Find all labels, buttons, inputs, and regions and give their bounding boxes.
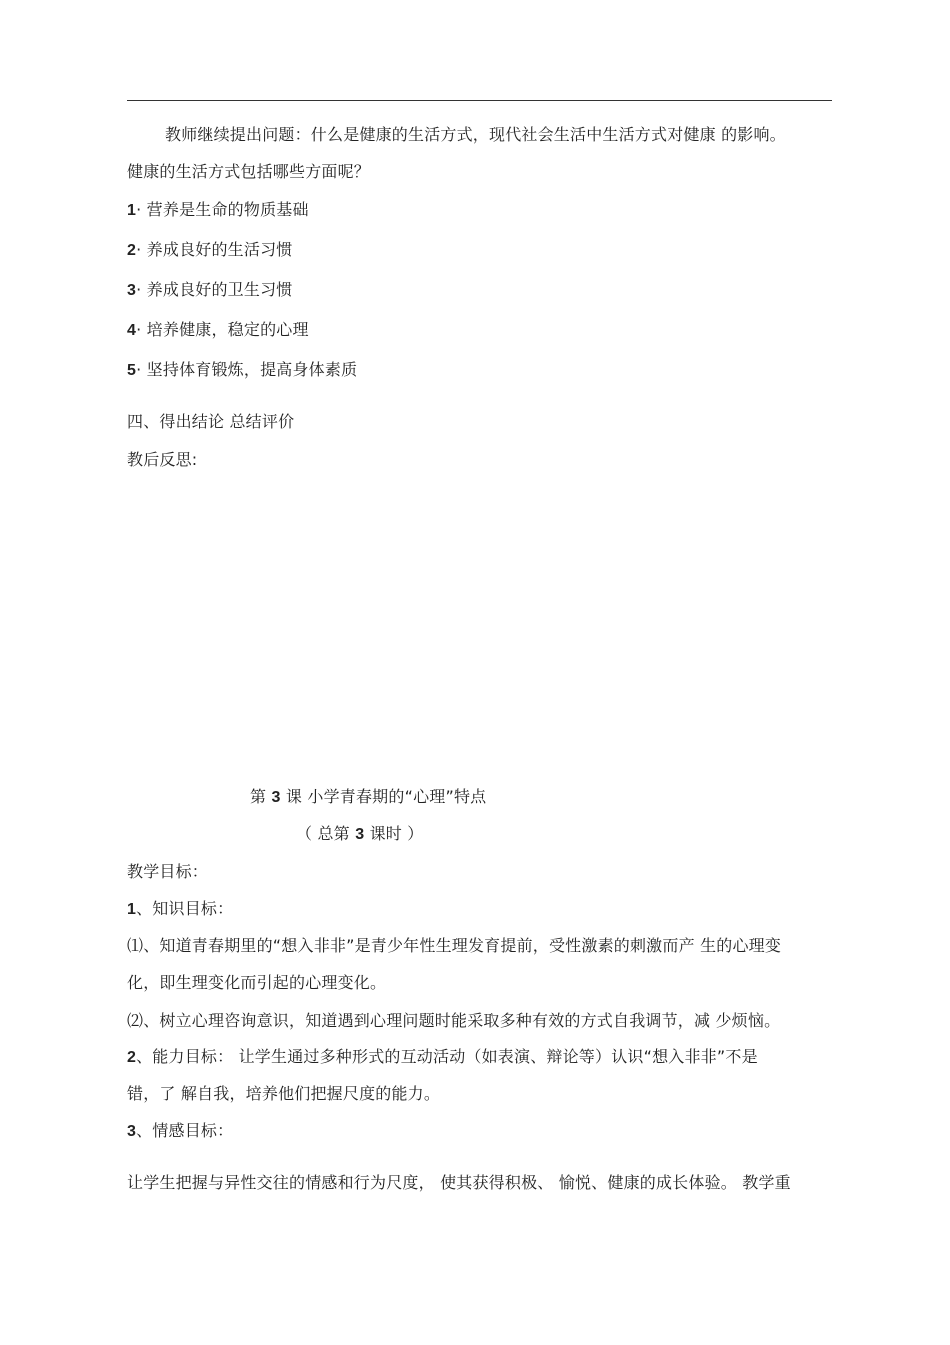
ability-text: 、能力目标： 让学生通过多种形式的互动活动（如表演、辩论等）认识“想入非非”不是 — [136, 1047, 758, 1066]
title-prefix: 第 — [250, 787, 272, 806]
period-prefix: （ 总第 — [296, 824, 356, 843]
goals-heading: 教学目标： — [127, 862, 209, 881]
emotion-goal-text: 让学生把握与异性交往的情感和行为尺度， 使其获得积极、 愉悦、健康的成长体验。 教学重 — [127, 1173, 791, 1192]
emotion-number: 3 — [127, 1123, 137, 1140]
knowledge-goal-heading — [127, 899, 233, 920]
header-rule — [127, 100, 832, 101]
title-number: 3 — [271, 789, 281, 806]
conclusion-heading: 四、得出结论 总结评价 — [127, 412, 295, 431]
knowledge-goal-1-line-1: ⑴、知道青春期里的“想入非非”是青少年性生理发育提前，受性激素的刺激而产 生的心理变 — [127, 936, 782, 955]
reflection-heading: 教后反思: — [127, 450, 198, 469]
ability-number: 2 — [127, 1049, 137, 1066]
item-text: · 坚持体育锻炼，提高身体素质 — [136, 360, 358, 379]
lesson-title — [250, 787, 486, 808]
knowledge-number: 1 — [127, 901, 137, 918]
list-item — [127, 320, 309, 341]
intro-line-2: 健康的生活方式包括哪些方面呢？ — [127, 162, 371, 181]
emotion-goal-heading — [127, 1121, 233, 1142]
ability-goal-line-2: 错，了 解自我，培养他们把握尺度的能力。 — [127, 1084, 441, 1103]
item-number: 3 — [127, 282, 137, 299]
list-item — [127, 280, 292, 301]
item-number: 4 — [127, 322, 137, 339]
knowledge-label: 、知识目标： — [136, 899, 234, 918]
emotion-label: 、情感目标： — [136, 1121, 234, 1140]
item-text: · 营养是生命的物质基础 — [136, 200, 309, 219]
knowledge-goal-1-line-2: 化，即生理变化而引起的心理变化。 — [127, 973, 387, 992]
intro-line-1: 教师继续提出问题：什么是健康的生活方式，现代社会生活中生活方式对健康 的影响。 — [165, 125, 786, 144]
title-suffix: 课 小学青春期的“心理”特点 — [280, 787, 487, 806]
item-text: · 养成良好的生活习惯 — [136, 240, 293, 259]
list-item — [127, 360, 357, 381]
item-text: · 养成良好的卫生习惯 — [136, 280, 293, 299]
ability-goal-line-1 — [127, 1047, 758, 1068]
item-number: 5 — [127, 362, 137, 379]
period-suffix: 课时 ） — [364, 824, 424, 843]
lesson-period — [296, 824, 423, 845]
period-number: 3 — [355, 826, 365, 843]
knowledge-goal-2: ⑵、树立心理咨询意识，知道遇到心理问题时能采取多种有效的方式自我调节，减 少烦恼。 — [127, 1011, 781, 1030]
item-number: 1 — [127, 202, 137, 219]
item-text: · 培养健康，稳定的心理 — [136, 320, 309, 339]
item-number: 2 — [127, 242, 137, 259]
list-item — [127, 200, 309, 221]
list-item — [127, 240, 292, 261]
